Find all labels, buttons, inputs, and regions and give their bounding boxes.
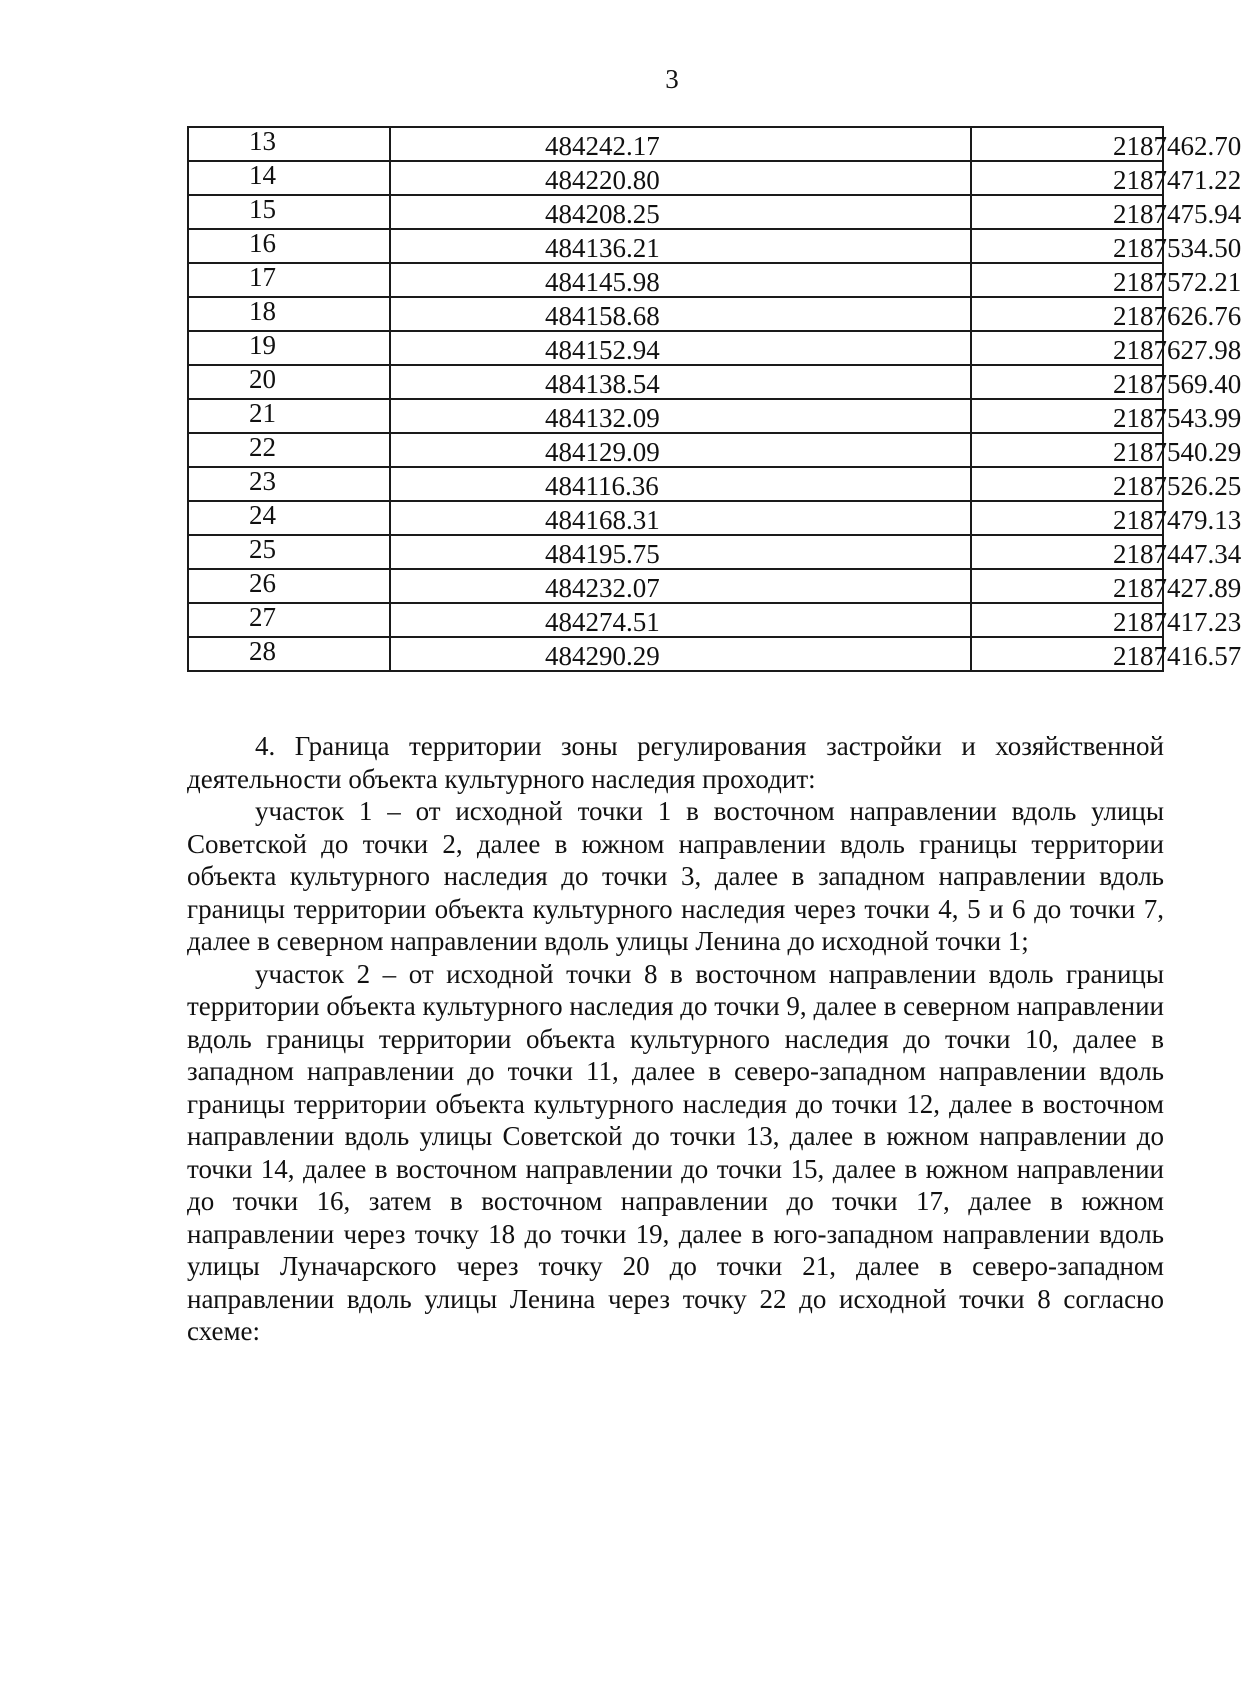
table-row <box>188 603 1163 637</box>
table-row <box>188 365 1163 399</box>
table-row <box>188 399 1163 433</box>
table-row <box>188 195 1163 229</box>
x-coordinate-cell: 484129.09 <box>390 433 971 467</box>
y-coordinate-cell: 2187626.76 <box>971 297 1163 331</box>
x-coordinate-cell: 484168.31 <box>390 501 971 535</box>
table-row <box>188 297 1163 331</box>
y-coordinate-cell: 2187540.29 <box>971 433 1163 467</box>
point-number-cell: 14 <box>188 161 390 195</box>
point-number-cell: 20 <box>188 365 390 399</box>
y-coordinate-cell: 2187416.57 <box>971 637 1163 671</box>
x-coordinate-cell: 484116.36 <box>390 467 971 501</box>
page-number: 3 <box>665 64 679 94</box>
paragraph-section-1: участок 1 – от исходной точки 1 в восточном направлении вдоль улицы Советской до точки 2, далее в южном направлении вдоль границы территории объекта культурного наследия до точки 3, далее в западном направлении вдоль границы территории объекта культурного наследия через точки 4, 5 и 6 до точки 7, далее в северном направлении вдоль улицы Ленина до исходной точки 1; <box>187 796 1164 956</box>
paragraph-intro: 4. Граница территории зоны регулирования застройки и хозяйственной деятельности объекта культурного наследия проходит: <box>187 731 1164 794</box>
point-number-cell: 18 <box>188 297 390 331</box>
y-coordinate-cell: 2187417.23 <box>971 603 1163 637</box>
y-coordinate-cell: 2187427.89 <box>971 569 1163 603</box>
y-coordinate-cell: 2187462.70 <box>971 127 1163 161</box>
paragraph-section-2: участок 2 – от исходной точки 8 в восточном направлении вдоль границы территории объекта культурного наследия до точки 9, далее в северном направлении вдоль границы территории объекта культурного наследия до точки 10, далее в западном направлении до точки 11, далее в северо-западном направлении вдоль границы территории объекта культурного наследия до точки 12, далее в восточном направлении вдоль улицы Советской до точки 13, далее в южном направлении до точки 14, далее в восточном направлении до точки 15, далее в южном направлении до точки 16, затем в восточном направлении до точки 17, далее в южном направлении через точку 18 до точки 19, далее в юго-западном направлении вдоль улицы Луначарского через точку 20 до точки 21, далее в северо-западном направлении вдоль улицы Ленина через точку 22 до исходной точки 8 согласно схеме: <box>187 958 1164 1346</box>
y-coordinate-cell: 2187471.22 <box>971 161 1163 195</box>
point-number-cell: 13 <box>188 127 390 161</box>
point-number-cell: 16 <box>188 229 390 263</box>
table-row <box>188 331 1163 365</box>
x-coordinate-cell: 484136.21 <box>390 229 971 263</box>
point-number-cell: 26 <box>188 569 390 603</box>
table-row <box>188 569 1163 603</box>
table-row <box>188 501 1163 535</box>
x-coordinate-cell: 484152.94 <box>390 331 971 365</box>
y-coordinate-cell: 2187447.34 <box>971 535 1163 569</box>
point-number-cell: 21 <box>188 399 390 433</box>
x-coordinate-cell: 484290.29 <box>390 637 971 671</box>
x-coordinate-cell: 484220.80 <box>390 161 971 195</box>
y-coordinate-cell: 2187479.13 <box>971 501 1163 535</box>
table-row <box>188 637 1163 671</box>
x-coordinate-cell: 484242.17 <box>390 127 971 161</box>
table-row <box>188 263 1163 297</box>
x-coordinate-cell: 484274.51 <box>390 603 971 637</box>
coordinates-table <box>187 126 1241 672</box>
point-number-cell: 17 <box>188 263 390 297</box>
x-coordinate-cell: 484208.25 <box>390 195 971 229</box>
y-coordinate-cell: 2187543.99 <box>971 399 1163 433</box>
x-coordinate-cell: 484232.07 <box>390 569 971 603</box>
point-number-cell: 19 <box>188 331 390 365</box>
y-coordinate-cell: 2187627.98 <box>971 331 1163 365</box>
boundary-description <box>187 730 1164 1348</box>
table-row <box>188 229 1163 263</box>
point-number-cell: 27 <box>188 603 390 637</box>
table-row <box>188 467 1163 501</box>
x-coordinate-cell: 484145.98 <box>390 263 971 297</box>
x-coordinate-cell: 484138.54 <box>390 365 971 399</box>
y-coordinate-cell: 2187526.25 <box>971 467 1163 501</box>
x-coordinate-cell: 484158.68 <box>390 297 971 331</box>
y-coordinate-cell: 2187569.40 <box>971 365 1163 399</box>
point-number-cell: 15 <box>188 195 390 229</box>
x-coordinate-cell: 484132.09 <box>390 399 971 433</box>
table-row <box>188 127 1163 161</box>
table-row <box>188 535 1163 569</box>
table-row <box>188 433 1163 467</box>
table-row <box>188 161 1163 195</box>
y-coordinate-cell: 2187534.50 <box>971 229 1163 263</box>
point-number-cell: 28 <box>188 637 390 671</box>
y-coordinate-cell: 2187475.94 <box>971 195 1163 229</box>
point-number-cell: 25 <box>188 535 390 569</box>
y-coordinate-cell: 2187572.21 <box>971 263 1163 297</box>
coordinates-table-body <box>188 126 1241 671</box>
point-number-cell: 24 <box>188 501 390 535</box>
point-number-cell: 23 <box>188 467 390 501</box>
point-number-cell: 22 <box>188 433 390 467</box>
x-coordinate-cell: 484195.75 <box>390 535 971 569</box>
